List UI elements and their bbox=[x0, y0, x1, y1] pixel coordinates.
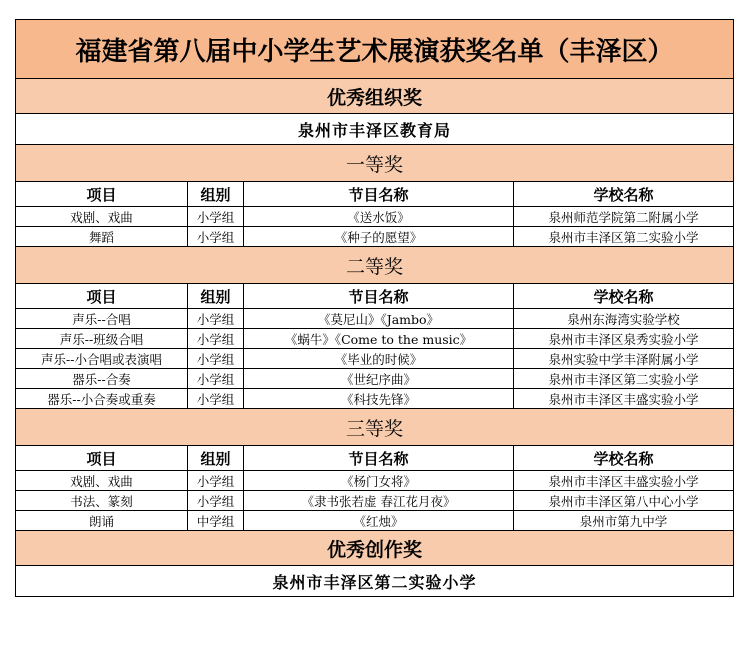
column-header-program: 节目名称 bbox=[244, 284, 514, 309]
third-prize-header bbox=[16, 409, 734, 446]
table-row bbox=[16, 309, 734, 329]
column-header-group: 组别 bbox=[188, 284, 244, 309]
item-cell: 声乐--合唱 bbox=[16, 309, 188, 329]
program-cell: 《莫尼山》《Jambo》 bbox=[244, 309, 514, 329]
school-cell: 泉州市丰泽区第二实验小学 bbox=[514, 227, 734, 247]
program-cell: 《毕业的时候》 bbox=[244, 349, 514, 369]
column-header-group: 组别 bbox=[188, 446, 244, 471]
column-header-group: 组别 bbox=[188, 182, 244, 207]
group-cell: 小学组 bbox=[188, 349, 244, 369]
organization-award-header bbox=[16, 79, 734, 114]
table-row bbox=[16, 329, 734, 349]
item-cell: 戏剧、戏曲 bbox=[16, 471, 188, 491]
group-cell: 小学组 bbox=[188, 329, 244, 349]
item-cell: 声乐--小合唱或表演唱 bbox=[16, 349, 188, 369]
first-prize-column-header-row bbox=[16, 182, 734, 207]
program-cell: 《科技先锋》 bbox=[244, 389, 514, 409]
item-cell: 书法、篆刻 bbox=[16, 491, 188, 511]
group-cell: 小学组 bbox=[188, 369, 244, 389]
group-cell: 小学组 bbox=[188, 207, 244, 227]
school-cell: 泉州市丰泽区泉秀实验小学 bbox=[514, 329, 734, 349]
table-row bbox=[16, 491, 734, 511]
page-title: 福建省第八届中小学生艺术展演获奖名单（丰泽区） bbox=[16, 20, 734, 79]
award-list bbox=[15, 19, 733, 597]
school-cell: 泉州东海湾实验学校 bbox=[514, 309, 734, 329]
school-cell: 泉州实验中学丰泽附属小学 bbox=[514, 349, 734, 369]
item-cell: 舞蹈 bbox=[16, 227, 188, 247]
program-cell: 《红烛》 bbox=[244, 511, 514, 531]
column-header-item: 项目 bbox=[16, 446, 188, 471]
creation-award-winner: 泉州市丰泽区第二实验小学 bbox=[16, 566, 734, 597]
organization-award-winner: 泉州市丰泽区教育局 bbox=[16, 114, 734, 145]
group-cell: 小学组 bbox=[188, 471, 244, 491]
item-cell: 器乐--小合奏或重奏 bbox=[16, 389, 188, 409]
first-prize-header bbox=[16, 145, 734, 182]
second-prize-column-header-row bbox=[16, 284, 734, 309]
column-header-school: 学校名称 bbox=[514, 284, 734, 309]
third-prize-column-header-row bbox=[16, 446, 734, 471]
creation-award-header bbox=[16, 531, 734, 566]
column-header-school: 学校名称 bbox=[514, 182, 734, 207]
group-cell: 中学组 bbox=[188, 511, 244, 531]
group-cell: 小学组 bbox=[188, 227, 244, 247]
table-row bbox=[16, 227, 734, 247]
school-cell: 泉州市丰泽区第八中心小学 bbox=[514, 491, 734, 511]
first-prize-label: 一等奖 bbox=[16, 145, 734, 182]
program-cell: 《隶书张若虚 春江花月夜》 bbox=[244, 491, 514, 511]
table-row bbox=[16, 207, 734, 227]
organization-award-label: 优秀组织奖 bbox=[16, 79, 734, 114]
table-row bbox=[16, 511, 734, 531]
school-cell: 泉州市丰泽区丰盛实验小学 bbox=[514, 471, 734, 491]
table-row bbox=[16, 471, 734, 491]
school-cell: 泉州市丰泽区第二实验小学 bbox=[514, 369, 734, 389]
item-cell: 朗诵 bbox=[16, 511, 188, 531]
column-header-school: 学校名称 bbox=[514, 446, 734, 471]
second-prize-label: 二等奖 bbox=[16, 247, 734, 284]
creation-award-label: 优秀创作奖 bbox=[16, 531, 734, 566]
column-header-item: 项目 bbox=[16, 284, 188, 309]
group-cell: 小学组 bbox=[188, 389, 244, 409]
organization-award-winner-row bbox=[16, 114, 734, 145]
table-row bbox=[16, 369, 734, 389]
column-header-item: 项目 bbox=[16, 182, 188, 207]
creation-award-winner-row bbox=[16, 566, 734, 597]
table-row bbox=[16, 349, 734, 369]
group-cell: 小学组 bbox=[188, 491, 244, 511]
program-cell: 《蜗牛》《Come to the music》 bbox=[244, 329, 514, 349]
award-table bbox=[15, 19, 734, 597]
column-header-program: 节目名称 bbox=[244, 182, 514, 207]
program-cell: 《送水饭》 bbox=[244, 207, 514, 227]
third-prize-label: 三等奖 bbox=[16, 409, 734, 446]
item-cell: 器乐--合奏 bbox=[16, 369, 188, 389]
school-cell: 泉州市第九中学 bbox=[514, 511, 734, 531]
program-cell: 《种子的愿望》 bbox=[244, 227, 514, 247]
program-cell: 《世纪序曲》 bbox=[244, 369, 514, 389]
item-cell: 戏剧、戏曲 bbox=[16, 207, 188, 227]
group-cell: 小学组 bbox=[188, 309, 244, 329]
item-cell: 声乐--班级合唱 bbox=[16, 329, 188, 349]
title-row bbox=[16, 20, 734, 79]
column-header-program: 节目名称 bbox=[244, 446, 514, 471]
school-cell: 泉州师范学院第二附属小学 bbox=[514, 207, 734, 227]
second-prize-header bbox=[16, 247, 734, 284]
school-cell: 泉州市丰泽区丰盛实验小学 bbox=[514, 389, 734, 409]
program-cell: 《杨门女将》 bbox=[244, 471, 514, 491]
table-row bbox=[16, 389, 734, 409]
